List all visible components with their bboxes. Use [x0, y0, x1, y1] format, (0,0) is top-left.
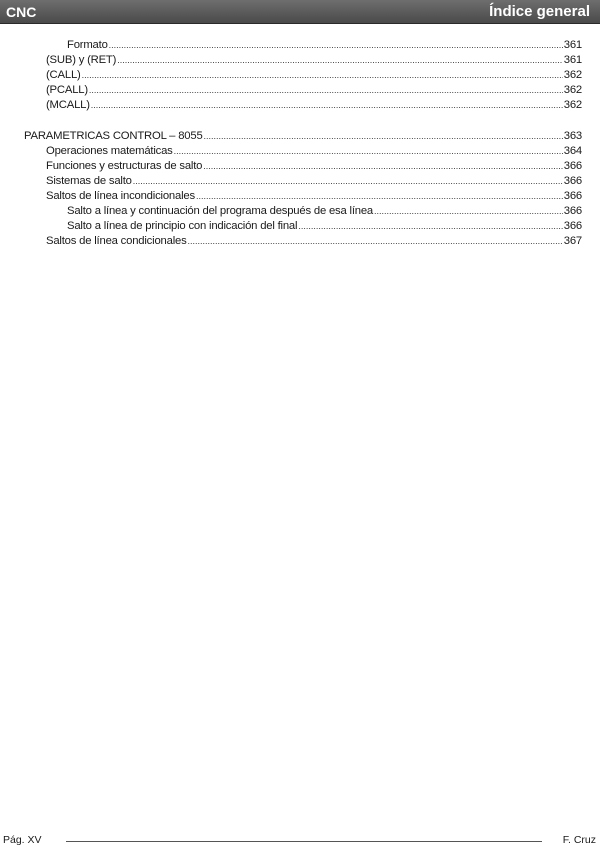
- toc-dot-leader: [91, 98, 563, 113]
- toc-dot-leader: [204, 129, 563, 144]
- page-number: Pág. XV: [3, 834, 42, 846]
- toc-dot-leader: [203, 159, 563, 174]
- toc-entry-title: Formato: [67, 39, 108, 51]
- toc-dot-leader: [82, 68, 563, 83]
- toc-entry: [0, 53, 600, 68]
- toc-dot-leader: [133, 174, 563, 189]
- table-of-contents: [0, 38, 600, 249]
- toc-entry-page: 366: [563, 220, 582, 232]
- toc-entry-title: Funciones y estructuras de salto: [46, 160, 203, 172]
- footer-rule: [66, 841, 542, 842]
- toc-entry-page: 362: [563, 69, 582, 81]
- toc-entry-page: 366: [563, 205, 582, 217]
- toc-dot-leader: [374, 204, 563, 219]
- toc-dot-leader: [188, 234, 563, 249]
- toc-entry-page: 366: [563, 160, 582, 172]
- header-right-title: Índice general: [489, 3, 590, 20]
- toc-entry-page: 367: [563, 235, 582, 247]
- toc-entry-page: 366: [563, 190, 582, 202]
- toc-entry-title: PARAMETRICAS CONTROL – 8055: [24, 130, 203, 142]
- toc-entry-title: (CALL): [46, 69, 81, 81]
- author-name: F. Cruz: [562, 834, 596, 846]
- toc-entry: [0, 189, 600, 204]
- toc-entry-title: Salto a línea de principio con indicación del final: [67, 220, 298, 232]
- toc-entry-page: 364: [563, 145, 582, 157]
- toc-dot-leader: [89, 83, 563, 98]
- toc-entry-title: Sistemas de salto: [46, 175, 132, 187]
- toc-dot-leader: [174, 144, 563, 159]
- toc-entry: [0, 129, 600, 144]
- toc-entry: [0, 98, 600, 113]
- toc-entry-title: Salto a línea y continuación del programa después de esa línea: [67, 205, 374, 217]
- toc-entry: [0, 174, 600, 189]
- toc-dot-leader: [196, 189, 563, 204]
- toc-entry: [0, 144, 600, 159]
- toc-entry: [0, 204, 600, 219]
- toc-entry-title: Saltos de línea incondicionales: [46, 190, 195, 202]
- toc-entry-title: (MCALL): [46, 99, 90, 111]
- toc-entry-page: 361: [563, 39, 582, 51]
- toc-entry-title: (PCALL): [46, 84, 88, 96]
- toc-entry: [0, 38, 600, 53]
- toc-dot-leader: [109, 38, 563, 53]
- toc-entry: [0, 159, 600, 174]
- toc-entry-page: 362: [563, 99, 582, 111]
- toc-entry-page: 361: [563, 54, 582, 66]
- toc-entry-page: 362: [563, 84, 582, 96]
- toc-entry-title: (SUB) y (RET): [46, 54, 117, 66]
- toc-entry-title: Operaciones matemáticas: [46, 145, 173, 157]
- header-left-title: CNC: [6, 3, 37, 20]
- toc-section-gap: [0, 113, 600, 129]
- page-header: [0, 0, 600, 24]
- toc-entry: [0, 234, 600, 249]
- toc-entry: [0, 83, 600, 98]
- toc-dot-leader: [117, 53, 563, 68]
- toc-dot-leader: [298, 219, 562, 234]
- toc-entry: [0, 219, 600, 234]
- toc-entry-page: 366: [563, 175, 582, 187]
- toc-entry-page: 363: [563, 130, 582, 142]
- toc-entry: [0, 68, 600, 83]
- page-footer: [0, 832, 600, 848]
- toc-entry-title: Saltos de línea condicionales: [46, 235, 187, 247]
